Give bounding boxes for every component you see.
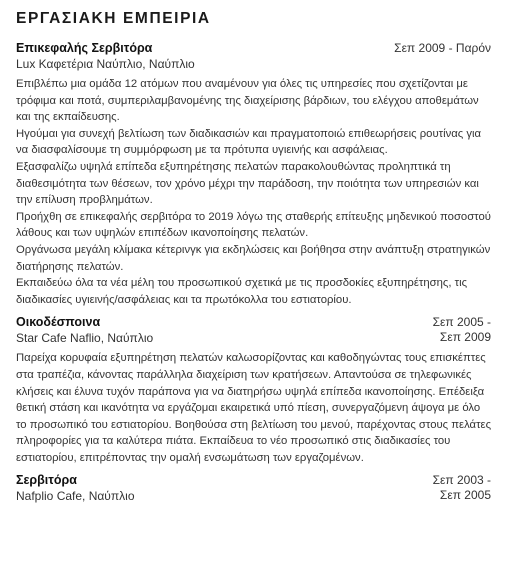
job-header xyxy=(16,315,491,346)
job-entry-hostess xyxy=(16,315,491,466)
job-title: Επικεφαλής Σερβιτόρα xyxy=(16,41,153,55)
resume-page xyxy=(16,10,491,504)
job-entry-waitress xyxy=(16,473,491,504)
job-description xyxy=(16,350,491,466)
job-header xyxy=(16,41,491,72)
job-description xyxy=(16,76,491,308)
job-description-paragraph: Επιβλέπω μια ομάδα 12 ατόμων που αναμένουν για όλες τις υπηρεσίες που σχετίζονται με τρόφιμα και ποτά, συμπεριλαμβανομένης της διαχείρισης βάρδιων, του ελέγχου αποθεμάτων και της εκπαίδευσης. xyxy=(16,78,479,124)
section-title: ΕΡΓΑΣΙΑΚΗ ΕΜΠΕΙΡΙΑ xyxy=(16,10,211,27)
job-dates: Σεπ 2003 - Σεπ 2005 xyxy=(432,473,491,503)
job-header xyxy=(16,473,491,504)
job-description-paragraph: Ηγούμαι για συνεχή βελτίωση των διαδικασιών και πραγματοποιώ επιθεωρήσεις ρουτίνας για να διασφαλίσουμε τη συμμόρφωση με τα πρότυπα υγιεινής και ασφάλειας. xyxy=(16,127,482,157)
job-dates: Σεπ 2005 - Σεπ 2009 xyxy=(432,315,491,345)
job-title: Οικοδέσποινα xyxy=(16,315,101,330)
job-header-left xyxy=(16,315,421,346)
job-dates: Σεπ 2009 - Παρόν xyxy=(394,41,491,55)
job-header-left xyxy=(16,473,421,504)
job-header-left xyxy=(16,41,394,72)
job-description-paragraph: Προήχθη σε επικεφαλής σερβιτόρα το 2019 λόγω της σταθερής επίτευξης μηδενικού ποσοστού λάθους και των υψηλών επιπέδων ικανοποίησης πελατών. xyxy=(16,210,491,240)
job-title: Σερβιτόρα xyxy=(16,473,77,488)
job-company: Lux Καφετέρια Ναύπλιο, Ναύπλιο xyxy=(16,57,195,71)
job-entry-head-waitress xyxy=(16,41,491,308)
job-description-paragraph: Παρείχα κορυφαία εξυπηρέτηση πελατών καλωσορίζοντας και καθοδηγώντας τους επισκέπτες στα τραπέζια, κάνοντας παράλληλα διαχείριση των κρατήσεων. Απαντούσα σε τηλεφωνικές κλήσεις και έλυνα τυχόν παράπονα για να διατηρήσω υψηλά επίπεδα ικανοποίησης. Επέδειξα θετική στάση και ικανότητα να εργάζομαι εκαιρετικά υπό πίεση, συνεργαζόμενη άψογα με όλο το προσωπικό του εστιατορίου. Βοηθούσα στη βελτίωση του μενού, παρέχοντας στους πελάτες πληροφορίες για τα καλύτερα πιάτα. Εκπαίδευα το νέο προσωπικό στις διαδικασίες του εστιατορίου, επιτρέποντας την ομαλή ενσωμάτωση των εργαζομένων. xyxy=(16,352,492,464)
job-company: Star Cafe Naflio, Ναύπλιο xyxy=(16,331,154,346)
job-company: Nafplio Cafe, Ναύπλιο xyxy=(16,489,135,504)
job-description-paragraph: Εξασφαλίζω υψηλά επίπεδα εξυπηρέτησης πελατών παρακολουθώντας προληπτικά τη διαθεσιμότητα των θέσεων, τον χρόνο μέχρι την παράδοση, την ποιότητα των υπηρεσιών και την επίλυση προβλημάτων. xyxy=(16,160,479,207)
job-description-paragraph: Εκπαιδεύω όλα τα νέα μέλη του προσωπικού σχετικά με τις προσδοκίες εξυπηρέτησης, τις διαδικασίες υγιεινής/ασφάλειας και τα πρωτόκολλα του εστιατορίου. xyxy=(16,277,468,306)
job-description-paragraph: Οργάνωσα μεγάλη κλίμακα κέτερινγκ για εκδηλώσεις και βοήθησα στην ανάπτυξη στρατηγικών διατήρησης πελατών. xyxy=(16,243,491,273)
